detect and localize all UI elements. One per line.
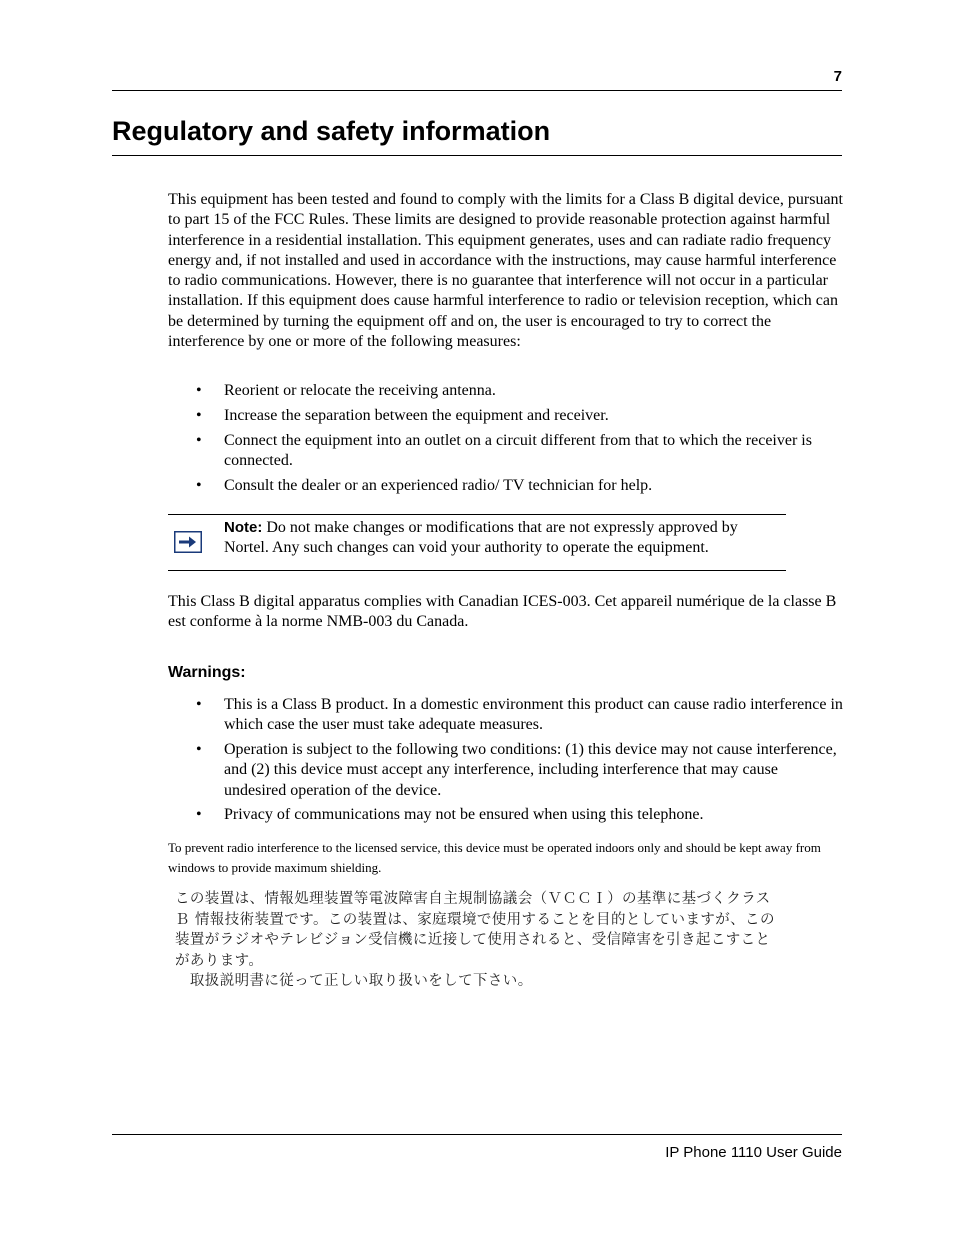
bullet-icon: • (196, 431, 202, 449)
bullet-icon: • (196, 476, 202, 494)
page-title: Regulatory and safety information (112, 116, 551, 146)
bullet-icon: • (196, 696, 202, 713)
page-number: 7 (833, 68, 842, 85)
bullet-icon: • (196, 382, 202, 399)
bullet-icon: • (196, 406, 202, 424)
vcci-line: 取扱説明書に従って正しい取り扱いをして下さい。 (175, 973, 533, 989)
warnings-heading: Warnings: (168, 664, 246, 681)
measures-list (168, 381, 843, 500)
list-item: • Reorient or relocate the receiving antenna. (168, 381, 843, 401)
footer-rule (112, 1134, 842, 1135)
title-rule (112, 155, 842, 156)
warnings-list (168, 695, 843, 830)
bullet-icon: • (196, 806, 202, 824)
arrow-right-icon (174, 531, 202, 553)
fcc-paragraph: This equipment has been tested and found to comply with the limits for a Class B digital device, pursuant to part 15 of the FCC Rules. These limits are designed to provide reasonable protection against harmful interference in a residential installation. This equipment generates, uses and can radiate radio frequency energy and, if not installed and used in accordance with the instructions, may cause harmful interference to radio communications. However, there is no guarantee that interference will not occur in a particular installation. If this equipment does cause harmful interference to radio or television reception, which can be determined by turning the equipment off and on, the user is encouraged to try to correct the interference by one or more of the following measures: (168, 191, 843, 351)
list-item: • Connect the equipment into an outlet on a circuit different from that to which the receiver is connected. (196, 431, 812, 469)
indoor-notice: To prevent radio interference to the licensed service, this device must be operated indoors only and should be kept away from windows to provide maximum shielding. (168, 840, 821, 875)
vcci-notice (175, 889, 825, 992)
bullet-icon: • (196, 741, 202, 759)
list-item: • Operation is subject to the following two conditions: (1) this device may not cause interference, and (2) this device must accept any interference, including interference that may cause undesired operation of the device. (196, 741, 837, 799)
vcci-line: 装置がラジオやテレビジョン受信機に近接して使用されると、受信障害を引き起こすこと (175, 932, 771, 948)
list-item: • Privacy of communications may not be ensured when using this telephone. (168, 805, 843, 825)
vcci-line: があります。 (175, 952, 264, 969)
footer-title: IP Phone 1110 User Guide (665, 1144, 842, 1161)
vcci-line: この装置は、情報処理装置等電波障害自主規制協議会（ＶＣＣＩ）の基準に基づくクラス (175, 891, 771, 907)
list-item: • Increase the separation between the equipment and receiver. (168, 406, 843, 426)
note-label: Note: (224, 519, 263, 536)
list-item: • Consult the dealer or an experienced radio/ TV technician for help. (168, 476, 843, 496)
note-text (224, 518, 784, 559)
note-box (168, 514, 786, 571)
note-body: Do not make changes or modifications that are not expressly approved by Nortel. Any such changes can void your authority to operate the equipment. (224, 519, 738, 557)
list-item: • This is a Class B product. In a domestic environment this product can cause radio interference in which case the user must take adequate measures. (196, 696, 843, 734)
vcci-line: Ｂ 情報技術装置です。この装置は、家庭環境で使用することを目的としていますが、この (175, 911, 775, 928)
canada-paragraph: This Class B digital apparatus complies with Canadian ICES-003. Cet appareil numérique de la classe B est conforme à la norme NMB-003 du Canada. (168, 593, 837, 631)
header-rule (112, 90, 842, 91)
